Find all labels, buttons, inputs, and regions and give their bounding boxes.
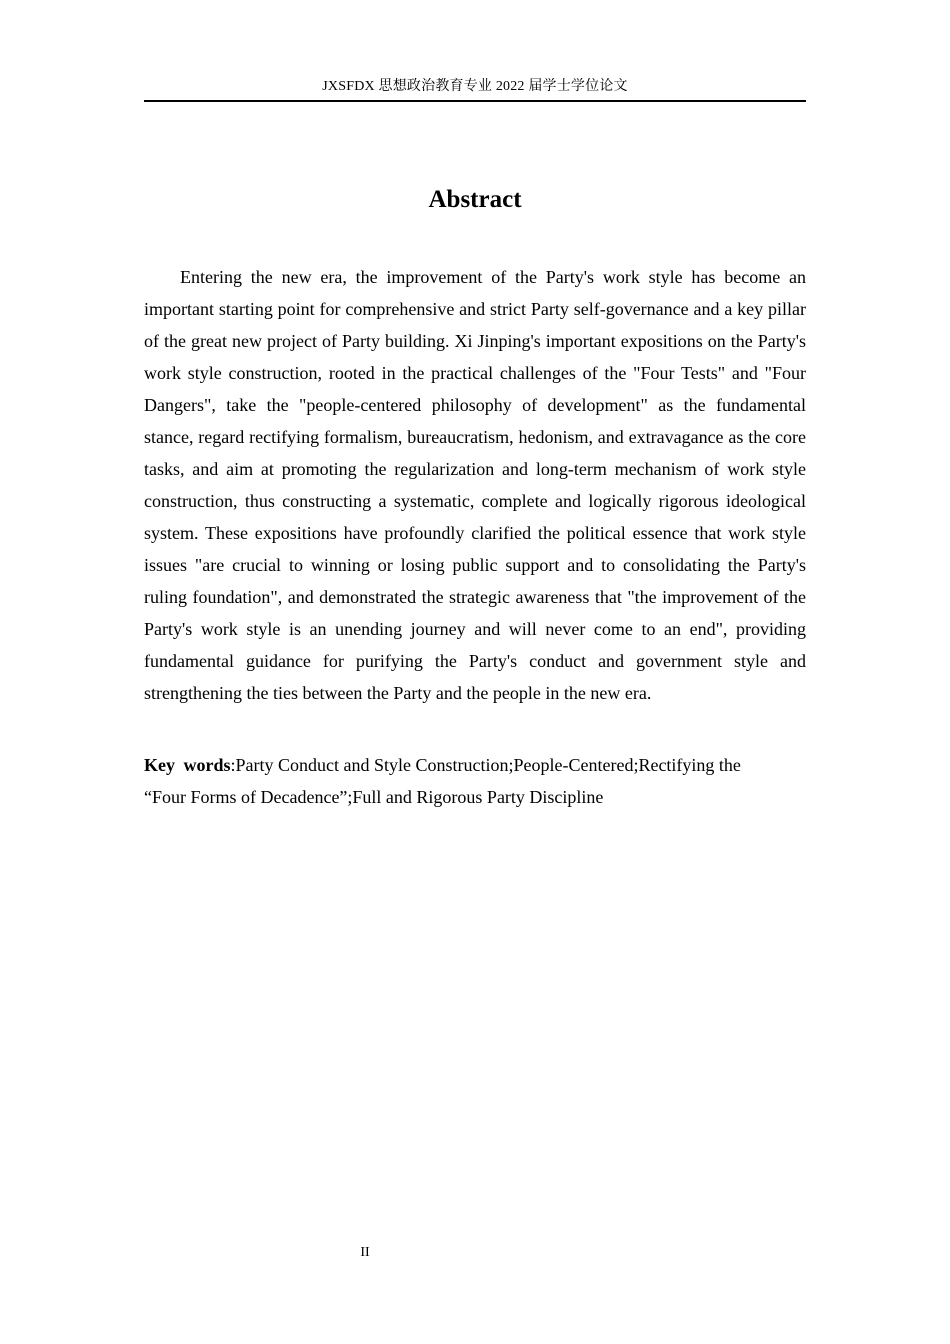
- keywords-line-2: “Four Forms of Decadence”;Full and Rigorous Party Discipline: [144, 787, 604, 807]
- header-rule: [144, 100, 806, 102]
- page-number: II: [360, 1245, 370, 1260]
- abstract-body: Entering the new era, the improvement of the Party's work style has become an important starting point for comprehensive and strict Party self-governance and a key pillar of the great new project of Party building. Xi Jinping's important expositions on the Party's work style construction, rooted in the practical challenges of the "Four Tests" and "Four Dangers", take the "people-centered philosophy of development" as the fundamental stance, regard rectifying formalism, bureaucratism, hedonism, and extravagance as the core tasks, and aim at promoting the regularization and long-term mechanism of work style construction, thus constructing a systematic, complete and logically rigorous ideological system. These expositions have profoundly clarified the political essence that work style issues "are crucial to winning or losing public support and to consolidating the Party's ruling foundation", and demonstrated the strategic awareness that "the improvement of the Party's work style is an unending journey and will never come to an end", providing fundamental guidance for purifying the Party's conduct and government style and strengthening the ties between the Party and the people in the new era.: [144, 267, 806, 703]
- keywords-paragraph: [144, 749, 806, 813]
- keywords-line-1: Party Conduct and Style Construction;People-Centered;Rectifying the: [235, 755, 741, 775]
- running-header: JXSFDX 思想政治教育专业 2022 届学士学位论文: [322, 79, 628, 94]
- abstract-title: Abstract: [428, 186, 522, 213]
- keywords-label: Key words: [144, 755, 231, 775]
- keywords-separator: :: [230, 755, 236, 775]
